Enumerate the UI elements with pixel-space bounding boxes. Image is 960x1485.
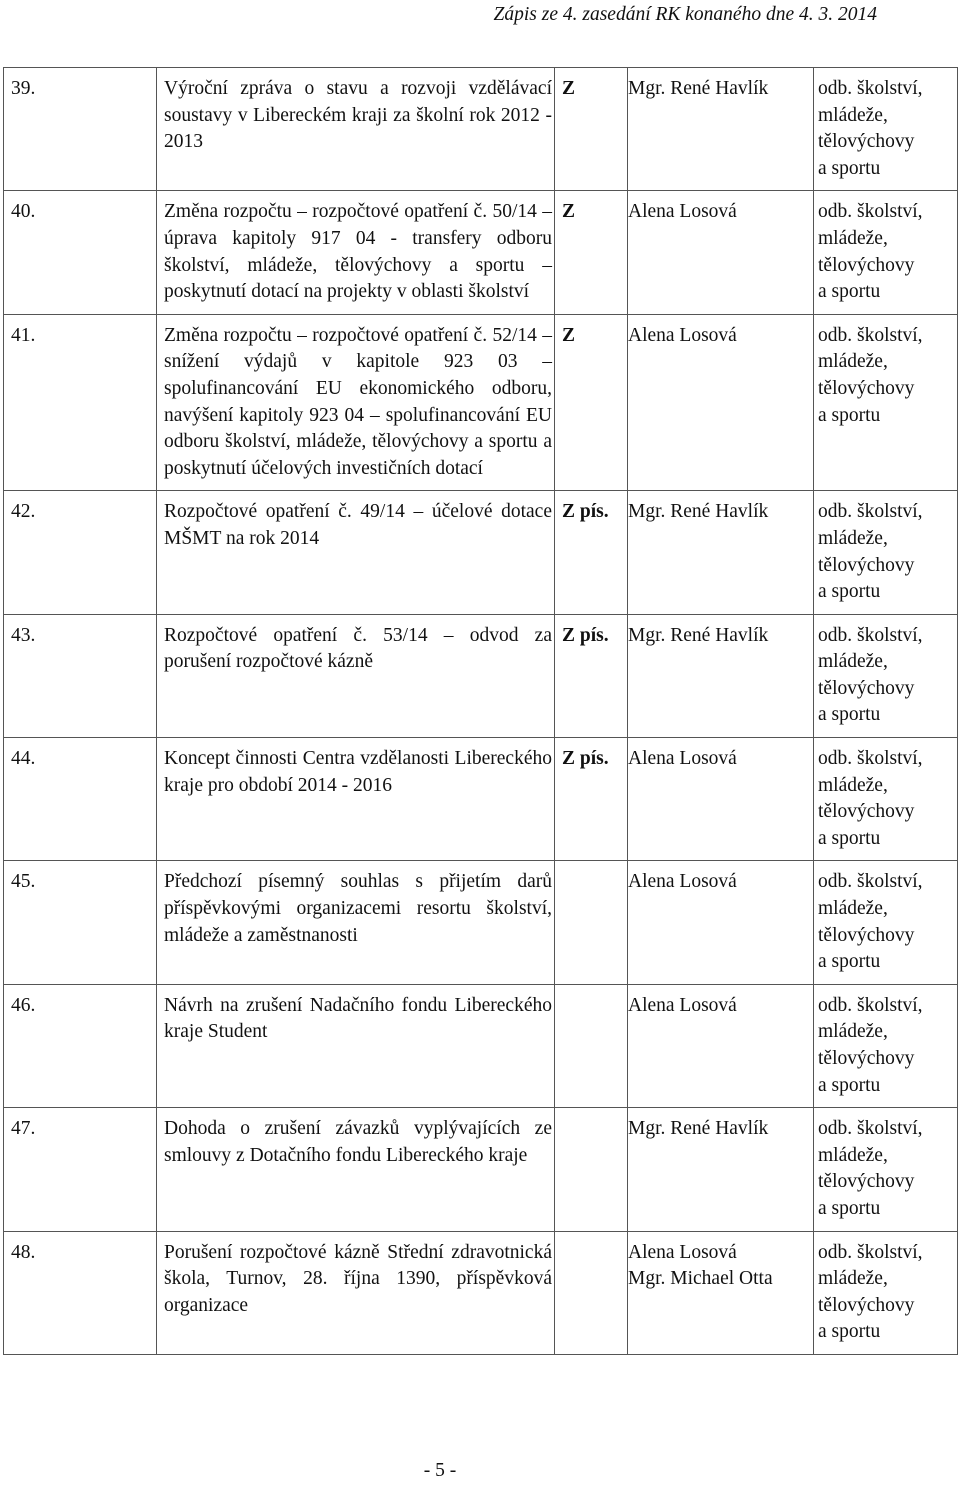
presenter-cell	[628, 1231, 814, 1354]
department-cell	[814, 68, 958, 191]
presenter-cell	[628, 1108, 814, 1231]
department-line: tělovýchovy	[818, 677, 915, 699]
item-type: Z	[562, 324, 576, 346]
department-cell	[814, 614, 958, 737]
item-number: 40.	[4, 191, 157, 314]
department-line: odb. školství,	[818, 624, 923, 646]
item-number: 45.	[4, 861, 157, 984]
department-line: tělovýchovy	[818, 377, 915, 399]
item-type: Z pís.	[562, 624, 609, 646]
department-line: tělovýchovy	[818, 1048, 915, 1069]
department-line: mládeže,	[818, 351, 888, 373]
department-line: odb. školství,	[818, 871, 923, 893]
department-cell	[814, 1231, 958, 1354]
department-line: a sportu	[818, 581, 881, 603]
presenter-name: Mgr. René Havlík	[628, 624, 769, 646]
department-line: odb. školství,	[818, 748, 923, 770]
item-number: 39.	[4, 68, 157, 191]
item-number: 47.	[4, 1108, 157, 1231]
item-type-cell	[555, 491, 628, 614]
department-line: a sportu	[818, 1197, 881, 1219]
department-cell	[814, 738, 958, 861]
presenter-name: Mgr. Michael Otta	[628, 1268, 773, 1290]
presenter-cell	[628, 68, 814, 191]
department-cell	[814, 314, 958, 491]
item-title-cell	[157, 191, 555, 314]
department-line: a sportu	[818, 827, 881, 849]
item-title-cell	[157, 738, 555, 861]
item-type-cell	[555, 314, 628, 491]
item-type-cell	[555, 738, 628, 861]
agenda-row	[4, 1108, 958, 1231]
item-title: Předchozí písemný souhlas s přijetím darů příspěvkovými organizacemi resortu školství, mládeže a zaměstnanosti	[164, 871, 552, 946]
item-title-cell	[157, 314, 555, 491]
agenda-row	[4, 861, 958, 984]
page-number: - 5 -	[423, 1460, 457, 1481]
department-line: mládeže,	[818, 651, 888, 673]
agenda-row	[4, 984, 958, 1107]
department-line: a sportu	[818, 404, 881, 426]
department-cell	[814, 491, 958, 614]
item-title: Dohoda o zrušení závazků vyplývajících ze smlouvy z Dotačního fondu Libereckého kraje	[164, 1118, 552, 1166]
department-line: a sportu	[818, 1321, 881, 1343]
item-number: 41.	[4, 314, 157, 491]
item-number: 48.	[4, 1231, 157, 1354]
item-type: Z pís.	[562, 501, 609, 523]
item-type-cell	[555, 68, 628, 191]
item-type: Z	[562, 201, 576, 223]
presenter-cell	[628, 491, 814, 614]
department-line: a sportu	[818, 951, 881, 973]
department-line: tělovýchovy	[818, 254, 915, 276]
presenter-cell	[628, 614, 814, 737]
presenter-cell	[628, 984, 814, 1107]
department-cell	[814, 984, 958, 1107]
presenter-cell	[628, 314, 814, 491]
presenter-name: Mgr. René Havlík	[628, 78, 769, 99]
agenda-row	[4, 491, 958, 614]
department-line: tělovýchovy	[818, 1171, 915, 1193]
item-title-cell	[157, 861, 555, 984]
department-line: a sportu	[818, 704, 881, 726]
department-line: tělovýchovy	[818, 924, 915, 946]
agenda-table	[3, 67, 958, 1355]
item-title: Koncept činnosti Centra vzdělanosti Libereckého kraje pro období 2014 - 2016	[164, 748, 552, 796]
presenter-cell	[628, 738, 814, 861]
department-line: odb. školství,	[818, 201, 923, 223]
presenter-name: Alena Losová	[628, 201, 737, 223]
item-type-cell	[555, 191, 628, 314]
presenter-name: Alena Losová	[628, 871, 737, 893]
item-type-cell	[555, 984, 628, 1107]
item-title-cell	[157, 491, 555, 614]
item-title: Rozpočtové opatření č. 49/14 – účelové dotace MŠMT na rok 2014	[164, 501, 552, 549]
department-line: tělovýchovy	[818, 801, 915, 823]
item-type-cell	[555, 1231, 628, 1354]
page-header: Zápis ze 4. zasedání RK konaného dne 4. 3. 2014	[493, 4, 877, 25]
agenda-row	[4, 68, 958, 191]
presenter-name: Mgr. René Havlík	[628, 1118, 769, 1140]
presenter-name: Alena Losová	[628, 748, 737, 770]
agenda-row	[4, 191, 958, 314]
presenter-name: Alena Losová	[628, 324, 737, 346]
department-line: tělovýchovy	[818, 1294, 915, 1316]
item-number: 44.	[4, 738, 157, 861]
department-line: mládeže,	[818, 898, 888, 920]
department-line: mládeže,	[818, 774, 888, 796]
item-title-cell	[157, 984, 555, 1107]
item-type: Z	[562, 78, 576, 99]
item-title: Porušení rozpočtové kázně Střední zdravotnická škola, Turnov, 28. října 1390, příspěvková organizace	[164, 1241, 552, 1316]
department-line: mládeže,	[818, 1268, 888, 1290]
presenter-cell	[628, 861, 814, 984]
item-type-cell	[555, 861, 628, 984]
department-line: a sportu	[818, 1074, 881, 1096]
department-line: mládeže,	[818, 1021, 888, 1043]
presenter-name: Alena Losová	[628, 1241, 737, 1263]
agenda-body	[4, 68, 958, 1355]
department-line: a sportu	[818, 157, 881, 179]
item-title-cell	[157, 1108, 555, 1231]
item-number: 46.	[4, 984, 157, 1107]
presenter-name: Alena Losová	[628, 994, 737, 1016]
agenda-row	[4, 738, 958, 861]
item-title-cell	[157, 1231, 555, 1354]
department-line: mládeže,	[818, 104, 888, 126]
department-cell	[814, 861, 958, 984]
item-number: 43.	[4, 614, 157, 737]
department-line: a sportu	[818, 281, 881, 303]
department-line: mládeže,	[818, 227, 888, 249]
department-line: odb. školství,	[818, 78, 923, 99]
presenter-name: Mgr. René Havlík	[628, 501, 769, 523]
department-cell	[814, 1108, 958, 1231]
department-line: odb. školství,	[818, 324, 923, 346]
item-title: Výroční zpráva o stavu a rozvoji vzdělávací soustavy v Libereckém kraji za školní rok 2012 - 2013	[164, 78, 552, 153]
presenter-cell	[628, 191, 814, 314]
item-title-cell	[157, 68, 555, 191]
department-line: tělovýchovy	[818, 131, 915, 153]
item-title: Změna rozpočtu – rozpočtové opatření č. 52/14 – snížení výdajů v kapitole 923 03 – spolufinancování EU ekonomického odboru, navýšení kapitoly 923 04 – spolufinancování EU odboru školství, mládeže, tělovýchovy a sportu a poskytnutí účelových investičních dotací	[164, 324, 552, 479]
item-title: Návrh na zrušení Nadačního fondu Libereckého kraje Student	[164, 994, 552, 1043]
agenda-row	[4, 314, 958, 491]
department-cell	[814, 191, 958, 314]
department-line: mládeže,	[818, 1144, 888, 1166]
item-title: Rozpočtové opatření č. 53/14 – odvod za porušení rozpočtové kázně	[164, 624, 552, 673]
agenda-row	[4, 1231, 958, 1354]
item-title: Změna rozpočtu – rozpočtové opatření č. 50/14 – úprava kapitoly 917 04 - transfery odboru školství, mládeže, tělovýchovy a sportu – poskytnutí dotací na projekty v oblasti školství	[164, 201, 552, 303]
item-type-cell	[555, 1108, 628, 1231]
department-line: mládeže,	[818, 527, 888, 549]
item-type: Z pís.	[562, 748, 609, 770]
department-line: odb. školství,	[818, 1241, 923, 1263]
department-line: odb. školství,	[818, 501, 923, 523]
item-number: 42.	[4, 491, 157, 614]
department-line: odb. školství,	[818, 994, 923, 1016]
item-title-cell	[157, 614, 555, 737]
item-type-cell	[555, 614, 628, 737]
department-line: tělovýchovy	[818, 554, 915, 576]
department-line: odb. školství,	[818, 1118, 923, 1140]
agenda-row	[4, 614, 958, 737]
